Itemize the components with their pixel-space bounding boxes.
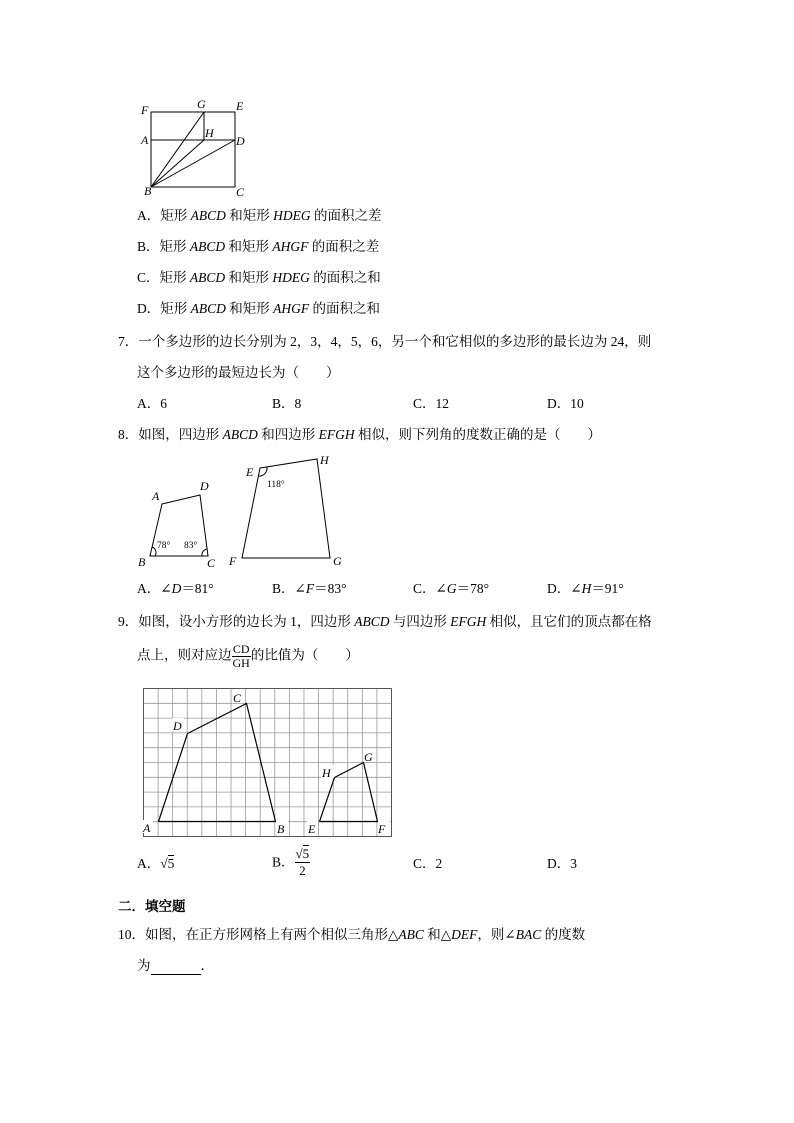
- option-text: 的面积之和: [309, 301, 380, 316]
- stem-text: 的度数: [541, 927, 586, 942]
- q6-option-c: [137, 269, 381, 287]
- rect-name: AHGF: [272, 239, 309, 254]
- option-letter: B．: [272, 581, 295, 596]
- q9-option-a: [137, 855, 174, 873]
- q6-label-C: C: [236, 185, 245, 199]
- q9-label-B: B: [277, 822, 285, 836]
- rect-name: ABCD: [189, 270, 226, 285]
- option-letter: A．: [137, 856, 161, 871]
- option-value: ＝81°: [181, 581, 214, 596]
- q8-angle-arc-B: [152, 547, 156, 556]
- q7-option-c: C．12: [413, 396, 450, 411]
- fraction-denominator: 2: [299, 863, 306, 878]
- q10-stem-line1: [118, 926, 585, 944]
- option-text: 矩形: [159, 239, 190, 254]
- q6-label-B: B: [144, 184, 152, 198]
- stem-text: 点上，则对应边: [137, 647, 232, 663]
- q9-stem-line1: [118, 613, 652, 631]
- q6-option-b: [137, 238, 379, 256]
- option-text: 和矩形: [225, 208, 274, 223]
- q10-stem-line2: [137, 957, 214, 975]
- stem-text: 和四边形: [257, 427, 319, 442]
- angle-symbol: ∠: [570, 581, 582, 596]
- q9-label-G: G: [364, 750, 373, 764]
- q6-option-a: [137, 207, 382, 225]
- rect-name: ABCD: [190, 208, 226, 223]
- vertex-name: G: [446, 581, 457, 596]
- option-text: 的面积之和: [309, 270, 381, 285]
- q8-label-G: G: [333, 554, 342, 568]
- option-text: 和矩形: [225, 239, 273, 254]
- option-text: 的面积之差: [310, 208, 382, 223]
- triangle-name: ABC: [398, 927, 424, 942]
- q6-label-F: F: [141, 103, 149, 117]
- q9-fraction-cd-gh: [232, 643, 251, 670]
- q9-stem-line2: [137, 643, 359, 670]
- q9-label-C: C: [233, 691, 242, 705]
- option-value: ＝78°: [456, 581, 489, 596]
- option-letter: D．: [137, 301, 161, 316]
- q8-quad-EFGH: [242, 459, 330, 558]
- q7-option-a: A．6: [137, 396, 167, 411]
- angle-symbol: ∠: [160, 581, 172, 596]
- q9-label-E: E: [308, 822, 316, 836]
- option-text: 的面积之差: [308, 239, 380, 254]
- triangle-name: DEF: [451, 927, 478, 942]
- quad-name: ABCD: [354, 614, 390, 629]
- q8-stem: [118, 426, 601, 444]
- option-letter: C．: [137, 270, 160, 285]
- q9-option-c: C．2: [413, 856, 443, 871]
- q8-option-c: [413, 580, 489, 598]
- q8-option-d: [547, 580, 624, 598]
- q8-label-B: B: [138, 555, 146, 569]
- q9-label-H: H: [322, 766, 331, 780]
- option-letter: C．: [413, 581, 436, 596]
- q9-option-d: D．3: [547, 856, 577, 871]
- section-fill-in-blank-title: 二．填空题: [118, 899, 186, 914]
- q6-label-E: E: [236, 99, 244, 113]
- stem-text: 相似，且它们的顶点都在格: [486, 614, 652, 629]
- q6-label-G: G: [197, 97, 206, 111]
- q8-label-H: H: [320, 453, 329, 467]
- q6-line-BD: [151, 140, 235, 187]
- q7-stem-line2: 这个多边形的最短边长为（ ）: [137, 365, 340, 380]
- sqrt-symbol: √: [160, 856, 168, 871]
- option-letter: D．: [547, 581, 571, 596]
- q8-option-a: [137, 580, 214, 598]
- q6-rectangle-figure: [135, 95, 260, 200]
- q8-label-E: E: [246, 465, 254, 479]
- option-text: 矩形: [160, 208, 191, 223]
- option-text: 矩形: [160, 301, 191, 316]
- quad-name: ABCD: [222, 427, 258, 442]
- rect-name: HDEG: [273, 208, 311, 223]
- option-letter: A．: [137, 208, 161, 223]
- radicand: 5: [302, 846, 310, 861]
- option-text: 和矩形: [225, 301, 274, 316]
- stem-text: 与四边形: [389, 614, 451, 629]
- q8-quadrilaterals-figure: [130, 450, 360, 572]
- q6-label-A: A: [141, 133, 149, 147]
- rect-name: AHGF: [273, 301, 310, 316]
- angle-symbol: ∠: [294, 581, 306, 596]
- option-value: ＝83°: [314, 581, 347, 596]
- q8-label-D: D: [200, 479, 209, 493]
- q8-option-b: [272, 580, 346, 598]
- vertex-name: F: [305, 581, 315, 596]
- stem-text: ．: [200, 958, 214, 973]
- stem-text: 的比值为（ ）: [250, 647, 359, 663]
- angle-name: BAC: [515, 927, 542, 942]
- stem-text: 相似，则下列角的度数正确的是（ ）: [354, 427, 601, 442]
- q9-label-D: D: [173, 719, 182, 733]
- vertex-name: H: [581, 581, 592, 596]
- stem-text: 为: [137, 958, 151, 973]
- q6-label-H: H: [205, 126, 214, 140]
- q6-line-BH: [151, 140, 204, 187]
- option-letter: B．: [272, 854, 295, 870]
- q6-line-BG: [151, 112, 204, 187]
- fraction-denominator: GH: [232, 656, 250, 670]
- q8-label-A: A: [152, 489, 160, 503]
- quad-name: EFGH: [450, 614, 487, 629]
- q10-answer-blank[interactable]: [151, 960, 201, 975]
- q9-grid-figure: [138, 683, 400, 838]
- q7-stem-line1: 7．一个多边形的边长分别为 2，3，4，5，6，另一个和它相似的多边形的最长边为 24，则: [118, 334, 652, 349]
- stem-text: 9．如图，设小方形的边长为 1，四边形: [118, 614, 355, 629]
- rect-name: ABCD: [189, 239, 226, 254]
- option-letter: B．: [137, 239, 160, 254]
- angle-symbol: ∠: [435, 581, 447, 596]
- rect-name: ABCD: [190, 301, 226, 316]
- quad-name: EFGH: [318, 427, 355, 442]
- vertex-name: D: [171, 581, 182, 596]
- option-letter: A．: [137, 581, 161, 596]
- q8-angle-arc-C: [202, 549, 207, 556]
- option-text: 矩形: [159, 270, 190, 285]
- stem-text: 10．如图，在正方形网格上有两个相似三角形△: [118, 927, 399, 942]
- rect-name: HDEG: [272, 270, 310, 285]
- q9-label-F: F: [378, 822, 386, 836]
- q9-option-b: [272, 846, 310, 879]
- q8-label-C: C: [207, 556, 216, 570]
- stem-text: 和△: [423, 927, 452, 942]
- fraction-numerator: CD: [232, 642, 250, 656]
- option-text: 和矩形: [225, 270, 273, 285]
- q8-angle-E-value: 118°: [267, 480, 285, 490]
- stem-text: 8．如图，四边形: [118, 427, 223, 442]
- q8-angle-B-value: 78°: [157, 541, 171, 551]
- q8-angle-C-value: 83°: [184, 541, 198, 551]
- q7-option-d: D．10: [547, 396, 584, 411]
- q7-option-b: B．8: [272, 396, 302, 411]
- fraction-numerator: [295, 846, 311, 863]
- q8-label-F: F: [229, 554, 237, 568]
- q6-option-d: [137, 300, 380, 318]
- q9-label-A: A: [143, 821, 151, 835]
- q9-option-b-fraction: [295, 846, 311, 879]
- q6-label-D: D: [236, 134, 245, 148]
- option-value: ＝91°: [591, 581, 624, 596]
- sqrt-symbol: √: [295, 846, 303, 861]
- radicand: 5: [167, 856, 175, 871]
- stem-text: ，则∠: [477, 927, 516, 942]
